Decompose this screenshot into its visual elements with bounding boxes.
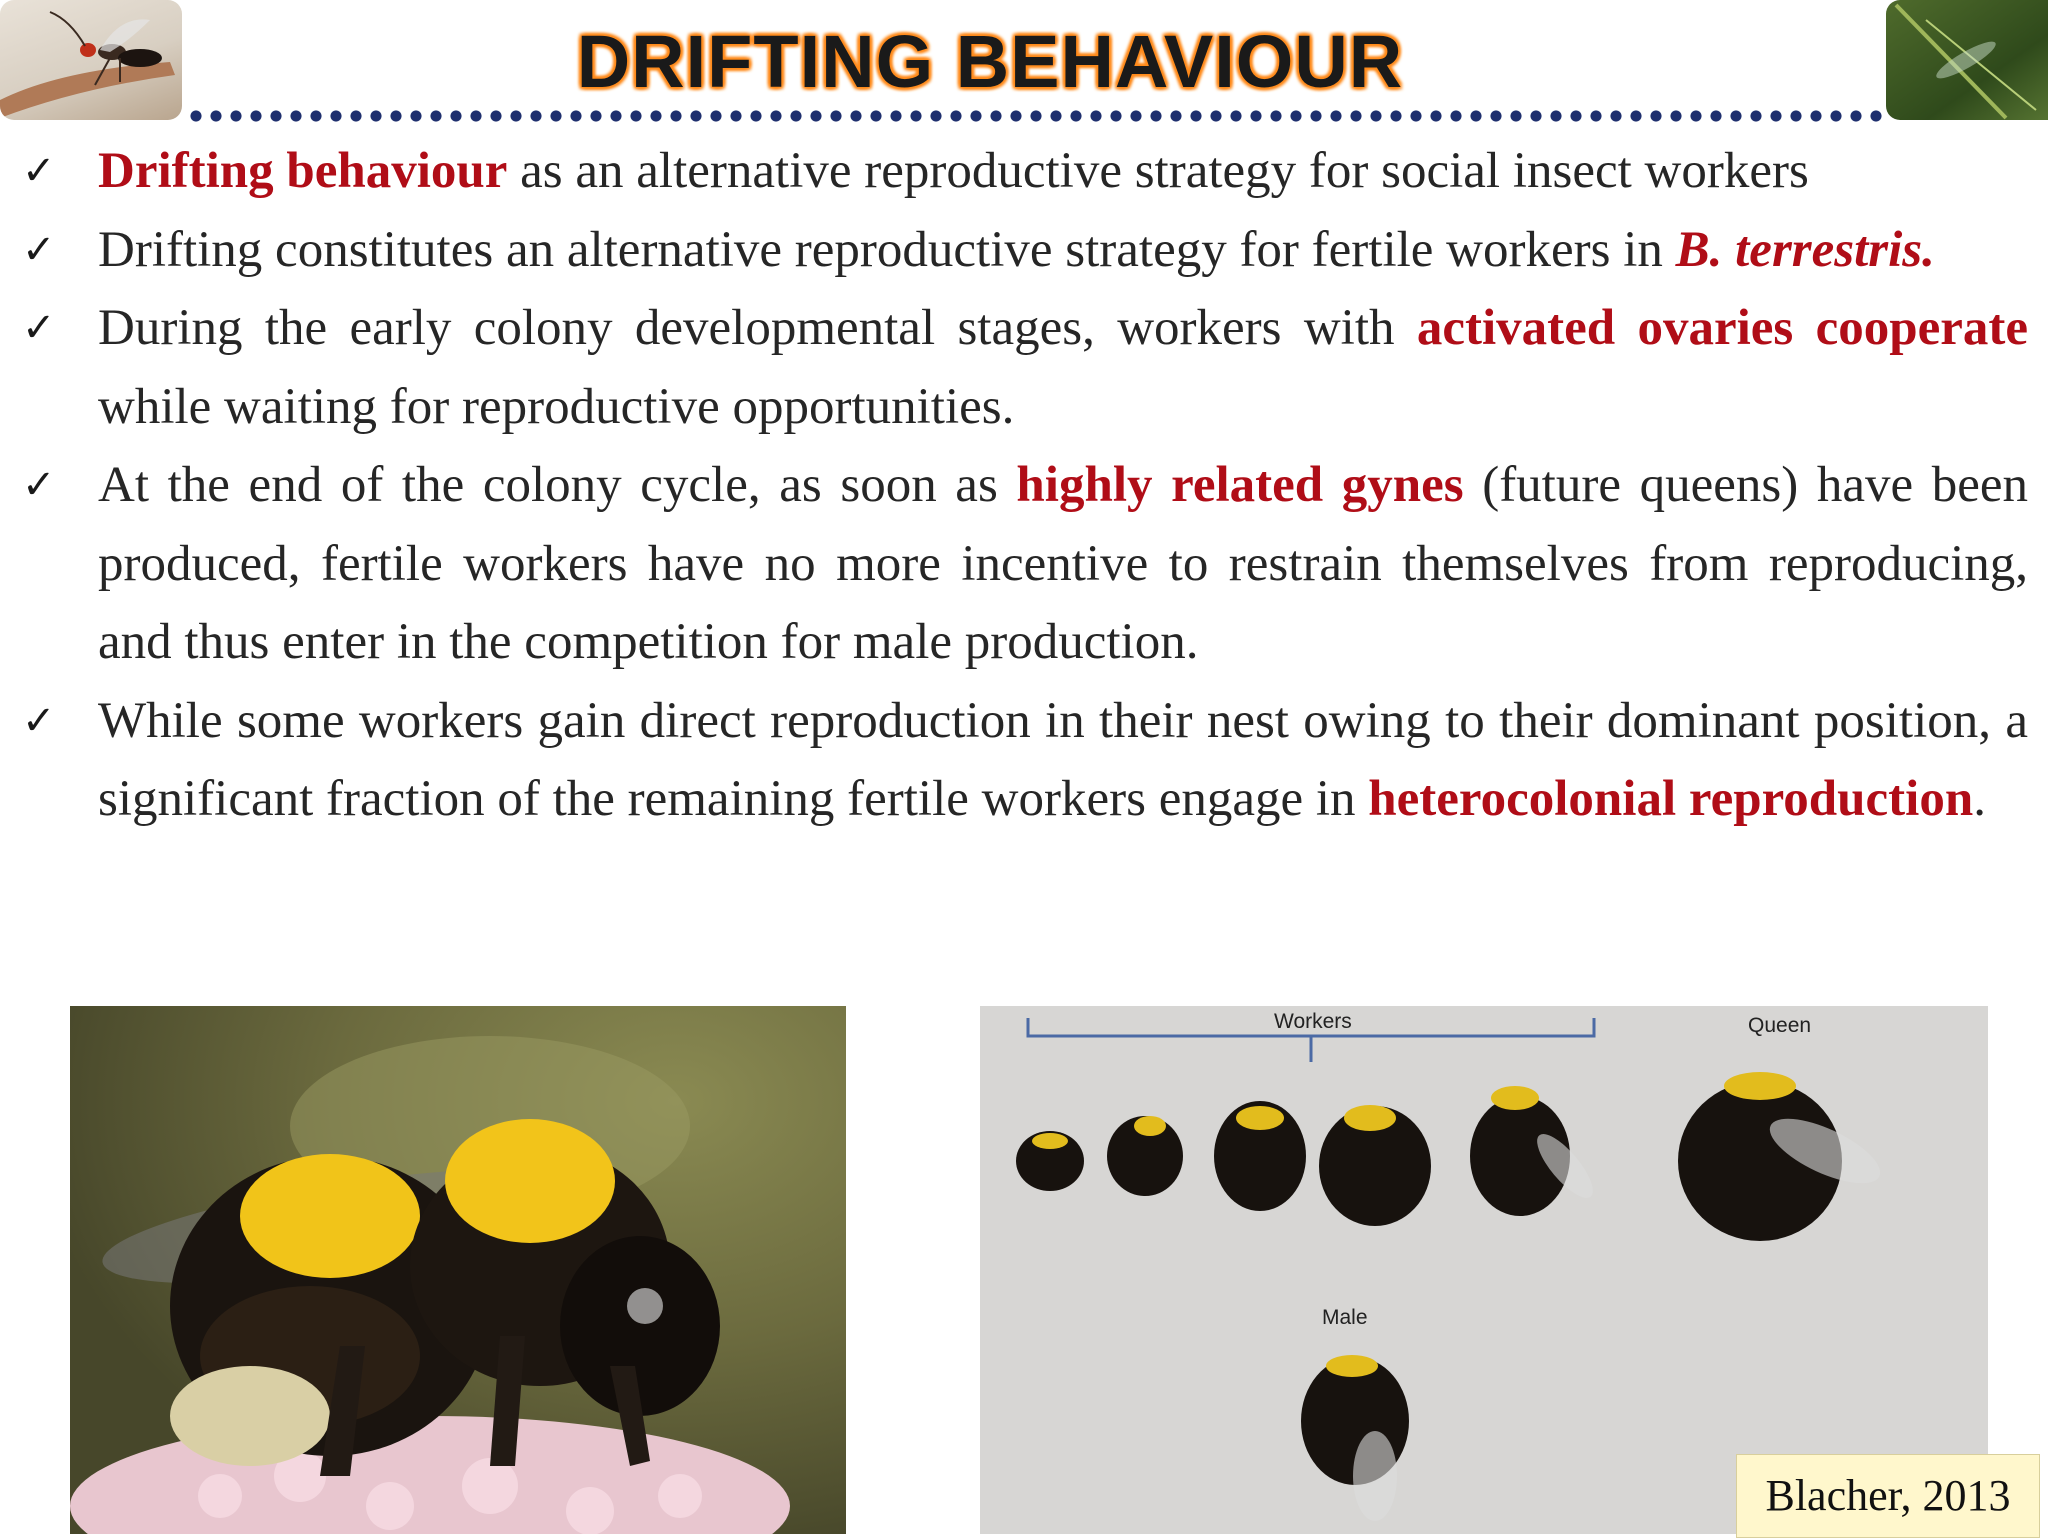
checkmark-icon: ✓ [22, 148, 56, 194]
bullet-text: while waiting for reproductive opportunities. [98, 378, 1015, 435]
damselfly-icon [1886, 0, 2048, 120]
bullet-text: While some workers gain direct reproduction in their nest owing to their dominant position, a significant fraction of the remaining fertile workers engage in [98, 692, 2028, 827]
bullet-item [22, 211, 2028, 290]
label-male: Male [1322, 1306, 1368, 1329]
bullet-item [22, 132, 2028, 211]
image-credit: Blacher, 2013 [1736, 1454, 2040, 1538]
bullet-list [22, 132, 2028, 839]
checkmark-icon: ✓ [22, 697, 56, 744]
checkmark-icon: ✓ [22, 462, 56, 508]
dotted-divider [186, 110, 1886, 122]
label-workers: Workers [1274, 1010, 1352, 1033]
highlighted-term: heterocolonial reproduction [1368, 771, 1974, 827]
header-image-damselfly [1886, 0, 2048, 120]
bullet-text: (future queens) have been produced, fertile workers have no more incentive to restrain themselves from reproducing, and thus enter in the competition for male production. [98, 457, 2028, 670]
bullet-text: During the early colony developmental stages, workers with [98, 300, 1417, 356]
checkmark-icon: ✓ [22, 226, 56, 273]
bullet-item [22, 446, 2028, 682]
bullet-item [22, 289, 2028, 446]
bullet-item [22, 682, 2028, 839]
highlighted-term: activated ovaries cooperate [1416, 300, 2028, 356]
label-queen: Queen [1748, 1014, 1812, 1037]
bullet-text: At the end of the colony cycle, as soon as [98, 457, 1017, 513]
bullet-text: Drifting constitutes an alternative reproductive strategy for fertile workers in [98, 221, 1676, 278]
checkmark-icon: ✓ [22, 305, 56, 351]
header-image-wasp [0, 0, 182, 120]
bullet-text: . [1973, 771, 1986, 827]
highlighted-term: highly related gynes [1016, 457, 1464, 513]
bullet-text: as an alternative reproductive strategy for social insect workers [507, 143, 1809, 199]
highlighted-term: B. terrestris. [1675, 221, 1935, 278]
highlighted-term: Drifting behaviour [98, 143, 508, 199]
page-title: DRIFTING BEHAVIOUR [576, 20, 1404, 103]
parasitic-wasp-icon [0, 0, 182, 120]
bumblebee-photo [70, 1006, 846, 1534]
